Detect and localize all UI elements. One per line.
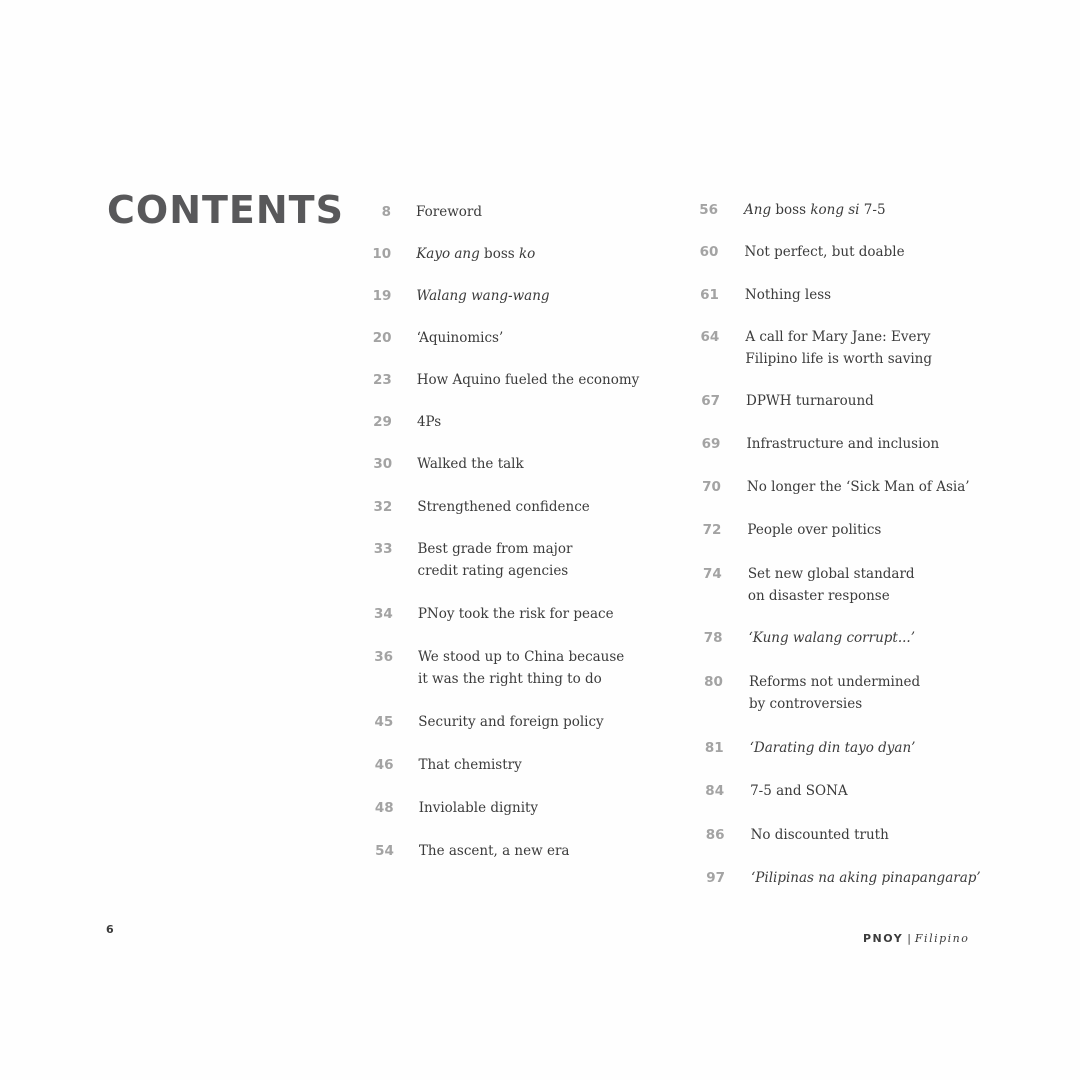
toc-page-number: 97 — [706, 870, 725, 886]
toc-page-number: 61 — [700, 287, 719, 303]
toc-page-number: 48 — [374, 800, 394, 816]
toc-title-segment: boss — [479, 246, 519, 262]
page-number: 6 — [106, 923, 114, 936]
toc-title-segment: 7-5 — [859, 202, 886, 218]
toc-entry-title — [745, 285, 831, 307]
toc-page-number: 81 — [704, 740, 724, 756]
toc-page-number: 56 — [699, 202, 718, 218]
toc-page-number: 64 — [700, 329, 720, 345]
toc-title-segment: boss — [771, 202, 811, 218]
toc-page-number: 30 — [373, 456, 393, 472]
toc-page-number: 19 — [372, 288, 392, 304]
toc-entry-title — [747, 477, 970, 499]
toc-entry-title — [744, 200, 886, 222]
toc-title-segment: ‘Aquinomics’ — [416, 330, 504, 346]
toc-title-segment: Walang wang-wang — [416, 288, 550, 304]
toc-title-segment: The ascent, a new era — [418, 843, 570, 859]
toc-title-segment: We stood up to China because it was the right thing to do — [418, 649, 625, 687]
toc-title-segment: DPWH turnaround — [746, 393, 874, 409]
toc-entry-title — [751, 825, 889, 847]
toc-title-segment: 4Ps — [416, 414, 442, 430]
toc-entry-title — [750, 738, 916, 760]
toc-entry-title — [749, 672, 920, 715]
toc-title-segment: Not perfect, but doable — [744, 244, 905, 260]
toc-page-number: 70 — [702, 479, 721, 495]
toc-page-number: 46 — [374, 757, 394, 773]
toc-title-segment: PNoy took the risk for peace — [417, 606, 614, 622]
toc-page-number: 29 — [373, 414, 392, 430]
toc-entry-title — [744, 242, 904, 264]
toc-title-segment: ‘Kung walang corrupt...’ — [748, 630, 916, 646]
toc-title-segment: Reforms not undermined by controversies — [748, 674, 921, 712]
toc-title-segment: Nothing less — [744, 287, 832, 303]
toc-page-number: 32 — [373, 499, 393, 515]
toc-entry-title — [748, 628, 915, 650]
toc-page-number: 23 — [372, 372, 392, 388]
toc-entry-title — [748, 564, 915, 607]
toc-page-number: 78 — [703, 630, 723, 646]
toc-title-segment: Kayo ang — [416, 246, 480, 262]
toc-title-segment: Ang — [744, 202, 772, 218]
toc-page-number: 10 — [372, 246, 392, 262]
running-footer-brand: PNOY — [863, 932, 904, 945]
toc-title-segment: Inviolable dignity — [418, 800, 539, 816]
toc-entry-title — [747, 520, 881, 542]
toc-page-number: 67 — [701, 393, 720, 409]
toc-page-number: 33 — [373, 541, 393, 557]
toc-title-segment: Best grade from major credit rating agencies — [417, 541, 573, 579]
toc-title-segment: A call for Mary Jane: Every Filipino life is worth saving — [745, 329, 932, 367]
toc-title-segment: Infrastructure and inclusion — [746, 436, 940, 452]
toc-title-segment: How Aquino fueled the economy — [416, 372, 640, 388]
toc-entry-title — [745, 327, 932, 370]
toc-page-number: 54 — [375, 843, 394, 859]
toc-entry-title — [750, 781, 848, 803]
toc-title-segment: ‘Pilipinas na aking pinapangarap’ — [751, 870, 981, 886]
toc-page-number: 80 — [704, 674, 723, 690]
toc-page-number: 34 — [374, 606, 393, 622]
toc-page-number: 74 — [703, 566, 722, 582]
toc-page-number: 36 — [374, 649, 393, 665]
toc-title-segment: Security and foreign policy — [418, 714, 604, 730]
toc-title-segment: Walked the talk — [417, 456, 524, 472]
toc-page-number: 69 — [701, 436, 721, 452]
toc-title-segment: Foreword — [416, 204, 482, 220]
toc-title-segment: ‘Darating din tayo dyan’ — [749, 740, 916, 756]
running-footer-title: Filipino — [914, 932, 970, 945]
toc-entry-title — [751, 868, 981, 890]
contents-heading: CONTENTS — [107, 188, 344, 232]
toc-page-number: 8 — [381, 204, 391, 220]
running-footer-separator: | — [907, 932, 911, 945]
toc-entry-title — [746, 434, 939, 456]
toc-title-segment: People over politics — [747, 522, 882, 538]
toc-page-number: 20 — [372, 330, 392, 346]
toc-title-segment: No longer the ‘Sick Man of Asia’ — [746, 479, 970, 495]
toc-title-segment: kong si — [810, 202, 860, 218]
toc-page-number: 84 — [705, 783, 725, 799]
toc-page-number: 72 — [702, 522, 722, 538]
toc-title-segment: That chemistry — [418, 757, 522, 773]
toc-page-number: 60 — [699, 244, 719, 260]
running-footer — [863, 932, 969, 945]
toc-title-segment: No discounted truth — [750, 827, 889, 843]
toc-title-segment: Set new global standard on disaster response — [747, 566, 915, 604]
toc-title-segment: Strengthened confidence — [417, 499, 590, 515]
toc-title-segment: ko — [518, 246, 536, 262]
toc-entry-title — [746, 391, 874, 413]
toc-page-number: 86 — [705, 827, 725, 843]
toc-title-segment: 7-5 and SONA — [750, 783, 848, 799]
toc-page-number: 45 — [374, 714, 394, 730]
